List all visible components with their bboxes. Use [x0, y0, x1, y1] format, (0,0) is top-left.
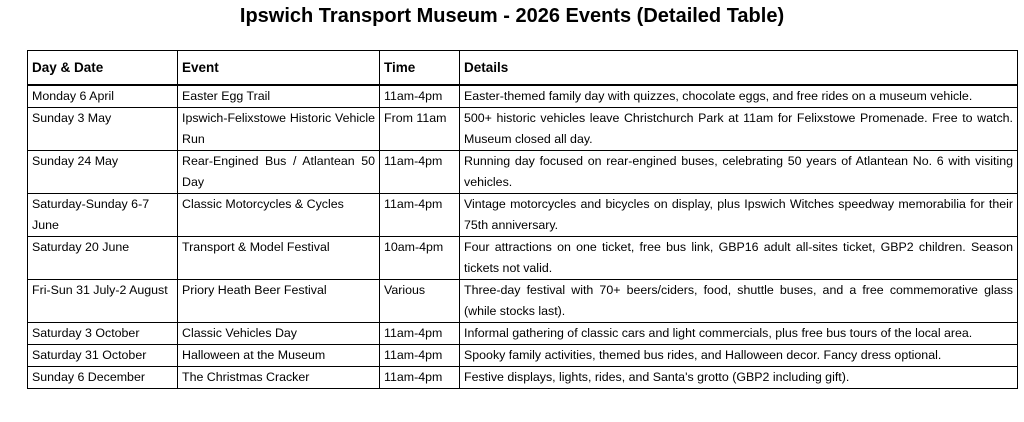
header-day-date: Day & Date: [28, 51, 178, 86]
table-row: [28, 323, 1018, 345]
cell-details: Vintage motorcycles and bicycles on display, plus Ipswich Witches speedway memorabilia for their 75th anniversary.: [460, 194, 1018, 237]
cell-time: 11am-4pm: [380, 151, 460, 194]
cell-details: Informal gathering of classic cars and light commercials, plus free bus tours of the local area.: [460, 323, 1018, 345]
events-table: [27, 50, 1018, 389]
cell-date: Sunday 6 December: [28, 367, 178, 389]
cell-event: Ipswich-Felixstowe Historic Vehicle Run: [178, 108, 380, 151]
cell-details: Easter-themed family day with quizzes, chocolate eggs, and free rides on a museum vehicle.: [460, 85, 1018, 108]
table-row: [28, 85, 1018, 108]
cell-date: Saturday-Sunday 6-7 June: [28, 194, 178, 237]
cell-date: Sunday 3 May: [28, 108, 178, 151]
cell-details: Three-day festival with 70+ beers/ciders, food, shuttle buses, and a free commemorative glass (while stocks last).: [460, 280, 1018, 323]
cell-time: Various: [380, 280, 460, 323]
table-header-row: [28, 51, 1018, 86]
page-title: Ipswich Transport Museum - 2026 Events (Detailed Table): [239, 5, 785, 27]
cell-time: 10am-4pm: [380, 237, 460, 280]
cell-date: Monday 6 April: [28, 85, 178, 108]
cell-time: 11am-4pm: [380, 367, 460, 389]
cell-event: Transport & Model Festival: [178, 237, 380, 280]
cell-date: Saturday 3 October: [28, 323, 178, 345]
cell-time: 11am-4pm: [380, 345, 460, 367]
table-row: [28, 237, 1018, 280]
cell-event: Classic Vehicles Day: [178, 323, 380, 345]
cell-time: 11am-4pm: [380, 194, 460, 237]
cell-event: Halloween at the Museum: [178, 345, 380, 367]
cell-date: Fri-Sun 31 July-2 August: [28, 280, 178, 323]
table-row: [28, 194, 1018, 237]
cell-date: Saturday 31 October: [28, 345, 178, 367]
cell-time: From 11am: [380, 108, 460, 151]
table-row: [28, 151, 1018, 194]
cell-event: Rear-Engined Bus / Atlantean 50 Day: [178, 151, 380, 194]
header-time: Time: [380, 51, 460, 86]
cell-details: Running day focused on rear-engined buses, celebrating 50 years of Atlantean No. 6 with visiting vehicles.: [460, 151, 1018, 194]
table-row: [28, 280, 1018, 323]
cell-details: Four attractions on one ticket, free bus link, GBP16 adult all-sites ticket, GBP2 children. Season tickets not valid.: [460, 237, 1018, 280]
cell-details: 500+ historic vehicles leave Christchurch Park at 11am for Felixstowe Promenade. Free to watch. Museum closed all day.: [460, 108, 1018, 151]
cell-event: Classic Motorcycles & Cycles: [178, 194, 380, 237]
table-row: [28, 367, 1018, 389]
cell-date: Sunday 24 May: [28, 151, 178, 194]
header-details: Details: [460, 51, 1018, 86]
cell-event: Easter Egg Trail: [178, 85, 380, 108]
cell-event: The Christmas Cracker: [178, 367, 380, 389]
table-row: [28, 345, 1018, 367]
cell-details: Festive displays, lights, rides, and Santa's grotto (GBP2 including gift).: [460, 367, 1018, 389]
header-event: Event: [178, 51, 380, 86]
cell-date: Saturday 20 June: [28, 237, 178, 280]
cell-time: 11am-4pm: [380, 323, 460, 345]
cell-details: Spooky family activities, themed bus rides, and Halloween decor. Fancy dress optional.: [460, 345, 1018, 367]
table-row: [28, 108, 1018, 151]
cell-event: Priory Heath Beer Festival: [178, 280, 380, 323]
cell-time: 11am-4pm: [380, 85, 460, 108]
